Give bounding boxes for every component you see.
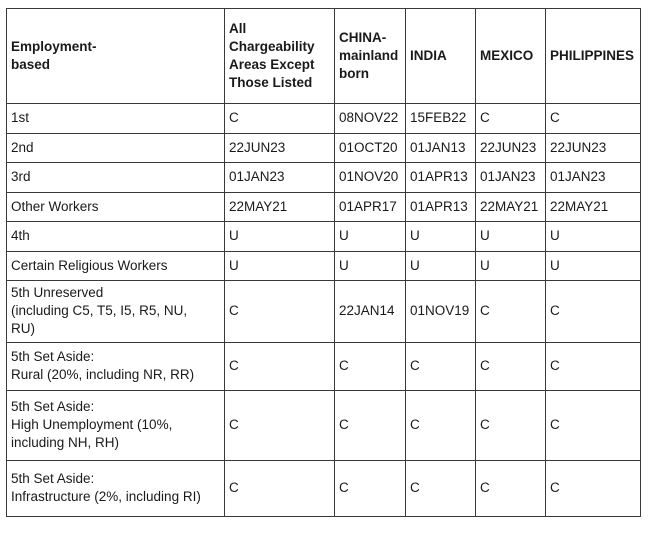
- table-cell: C: [476, 342, 546, 390]
- table-cell: U: [546, 222, 641, 252]
- row-category: Certain Religious Workers: [7, 251, 225, 281]
- table-cell: C: [476, 281, 546, 343]
- table-cell: 22JUN23: [546, 133, 641, 163]
- table-cell: C: [406, 460, 476, 516]
- table-cell: C: [225, 390, 335, 460]
- table-cell: C: [225, 281, 335, 343]
- table-cell: C: [225, 104, 335, 134]
- table-row: [7, 133, 641, 163]
- header-china: CHINA- mainland born: [335, 9, 406, 104]
- table-cell: C: [546, 104, 641, 134]
- row-category: 1st: [7, 104, 225, 134]
- header-all-chargeability: All Chargeability Areas Except Those Listed: [225, 9, 335, 104]
- table-cell: C: [406, 390, 476, 460]
- header-mexico: MEXICO: [476, 9, 546, 104]
- table-cell: U: [335, 222, 406, 252]
- table-cell: 22MAY21: [546, 192, 641, 222]
- table-cell: 01NOV19: [406, 281, 476, 343]
- table-row: [7, 281, 641, 343]
- table-cell: C: [225, 460, 335, 516]
- table-cell: U: [476, 222, 546, 252]
- row-category: 5th Set Aside: Infrastructure (2%, including RI): [7, 460, 225, 516]
- header-philippines: PHILIPPINES: [546, 9, 641, 104]
- table-cell: C: [546, 281, 641, 343]
- row-category: Other Workers: [7, 192, 225, 222]
- table-cell: 01APR13: [406, 192, 476, 222]
- table-cell: C: [225, 342, 335, 390]
- table-cell: 01JAN23: [476, 163, 546, 193]
- table-cell: 01JAN23: [225, 163, 335, 193]
- row-category: 2nd: [7, 133, 225, 163]
- row-category: 5th Set Aside: Rural (20%, including NR, RR): [7, 342, 225, 390]
- header-india: INDIA: [406, 9, 476, 104]
- table-cell: 22MAY21: [476, 192, 546, 222]
- table-cell: C: [335, 460, 406, 516]
- table-cell: U: [546, 251, 641, 281]
- table-cell: 01OCT20: [335, 133, 406, 163]
- table-cell: 01NOV20: [335, 163, 406, 193]
- table-cell: 22JAN14: [335, 281, 406, 343]
- table-cell: U: [406, 251, 476, 281]
- table-cell: 22JUN23: [225, 133, 335, 163]
- table-cell: U: [335, 251, 406, 281]
- table-cell: 08NOV22: [335, 104, 406, 134]
- table-row: [7, 251, 641, 281]
- row-category: 5th Unreserved (including C5, T5, I5, R5, NU, RU): [7, 281, 225, 343]
- table-cell: C: [546, 460, 641, 516]
- table-cell: C: [546, 342, 641, 390]
- table-cell: 22JUN23: [476, 133, 546, 163]
- table-cell: U: [476, 251, 546, 281]
- row-category: 5th Set Aside: High Unemployment (10%, including NH, RH): [7, 390, 225, 460]
- visa-bulletin-table: [6, 8, 641, 517]
- table-cell: U: [225, 251, 335, 281]
- table-cell: 22MAY21: [225, 192, 335, 222]
- table-cell: C: [476, 390, 546, 460]
- table-row: [7, 390, 641, 460]
- table-cell: U: [225, 222, 335, 252]
- table-row: [7, 192, 641, 222]
- row-category: 4th: [7, 222, 225, 252]
- table-cell: 01JAN13: [406, 133, 476, 163]
- table-cell: 01JAN23: [546, 163, 641, 193]
- table-cell: 01APR13: [406, 163, 476, 193]
- table-row: [7, 460, 641, 516]
- table-header-row: [7, 9, 641, 104]
- table-row: [7, 104, 641, 134]
- table-cell: C: [335, 390, 406, 460]
- header-employment-based: Employment- based: [7, 9, 225, 104]
- table-cell: C: [476, 104, 546, 134]
- table-cell: U: [406, 222, 476, 252]
- row-category: 3rd: [7, 163, 225, 193]
- table-cell: 15FEB22: [406, 104, 476, 134]
- table-cell: C: [546, 390, 641, 460]
- table-cell: 01APR17: [335, 192, 406, 222]
- table-cell: C: [476, 460, 546, 516]
- table-row: [7, 163, 641, 193]
- table-row: [7, 342, 641, 390]
- table-cell: C: [335, 342, 406, 390]
- table-cell: C: [406, 342, 476, 390]
- table-row: [7, 222, 641, 252]
